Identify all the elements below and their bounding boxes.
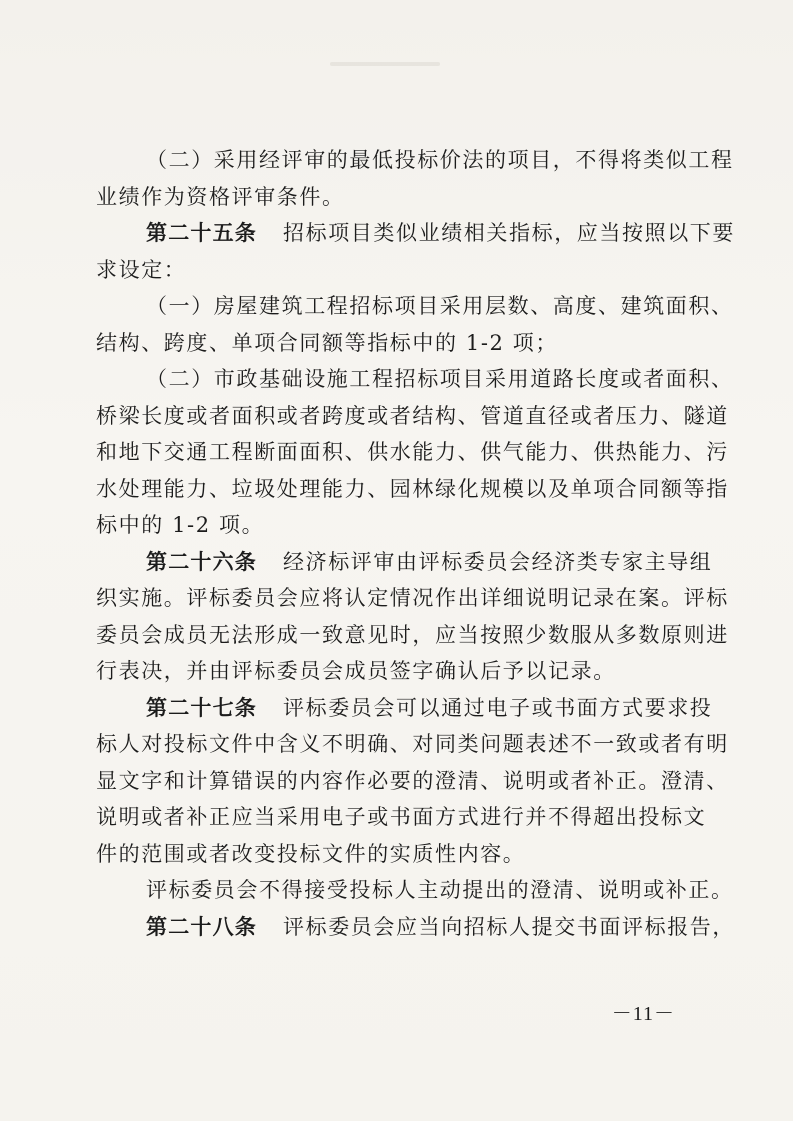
article-heading: 第二十七条 [146, 694, 257, 720]
paragraph-line: 织实施。评标委员会应将认定情况作出详细说明记录在案。评标 [96, 586, 729, 610]
article-text: 评标委员会应当向招标人提交书面评标报告， [283, 914, 735, 939]
page-number: －11－ [611, 1003, 675, 1025]
paragraph-line: 件的范围或者改变投标文件的实质性内容。 [96, 841, 526, 866]
article-text: 经济标评审由评标委员会经济类专家主导组 [283, 549, 713, 574]
paragraph-line: （二）采用经评审的最低投标价法的项目，不得将类似工程 [146, 148, 734, 172]
article-text: 招标项目类似业绩相关指标，应当按照以下要 [283, 221, 735, 245]
show-through-mark [330, 62, 440, 66]
paragraph-line: （一）房屋建筑工程招标项目采用层数、高度、建筑面积、 [146, 294, 734, 318]
paragraph-line: 求设定： [96, 257, 187, 282]
article-25-line [96, 215, 735, 252]
article-heading: 第二十六条 [146, 548, 257, 574]
article-text: 评标委员会可以通过电子或书面方式要求投 [283, 695, 713, 720]
paragraph-line: 标中的 1-2 项。 [96, 513, 265, 537]
paragraph-line: 显文字和计算错误的内容作必要的澄清、说明或者补正。澄清、 [96, 768, 729, 793]
article-heading: 第二十八条 [146, 913, 257, 939]
paragraph-line: 评标委员会不得接受投标人主动提出的澄清、说明或补正。 [146, 878, 734, 902]
article-28-line [96, 909, 735, 946]
paragraph-line: 标人对投标文件中含义不明确、对同类问题表述不一致或者有明 [96, 732, 729, 756]
paragraph-line: 桥梁长度或者面积或者跨度或者结构、管道直径或者压力、隧道 [96, 403, 729, 428]
article-26-line [96, 544, 713, 581]
article-heading: 第二十五条 [146, 220, 257, 245]
paragraph-line: （二）市政基础设施工程招标项目采用道路长度或者面积、 [146, 367, 734, 391]
paragraph-line: 行表决，并由评标委员会成员签字确认后予以记录。 [96, 659, 616, 683]
paragraph-line: 水处理能力、垃圾处理能力、园林绿化规模以及单项合同额等指 [96, 476, 729, 501]
paragraph-line: 和地下交通工程断面面积、供水能力、供气能力、供热能力、污 [96, 440, 729, 464]
paragraph-line: 结构、跨度、单项合同额等指标中的 1-2 项； [96, 330, 558, 355]
body-text [96, 142, 735, 945]
paragraph-line: 委员会成员无法形成一致意见时，应当按照少数服从多数原则进 [96, 622, 729, 647]
paragraph-line: 业绩作为资格评审条件。 [96, 184, 345, 209]
article-27-line [96, 690, 713, 727]
paragraph-line: 说明或者补正应当采用电子或书面方式进行并不得超出投标文 [96, 805, 707, 829]
